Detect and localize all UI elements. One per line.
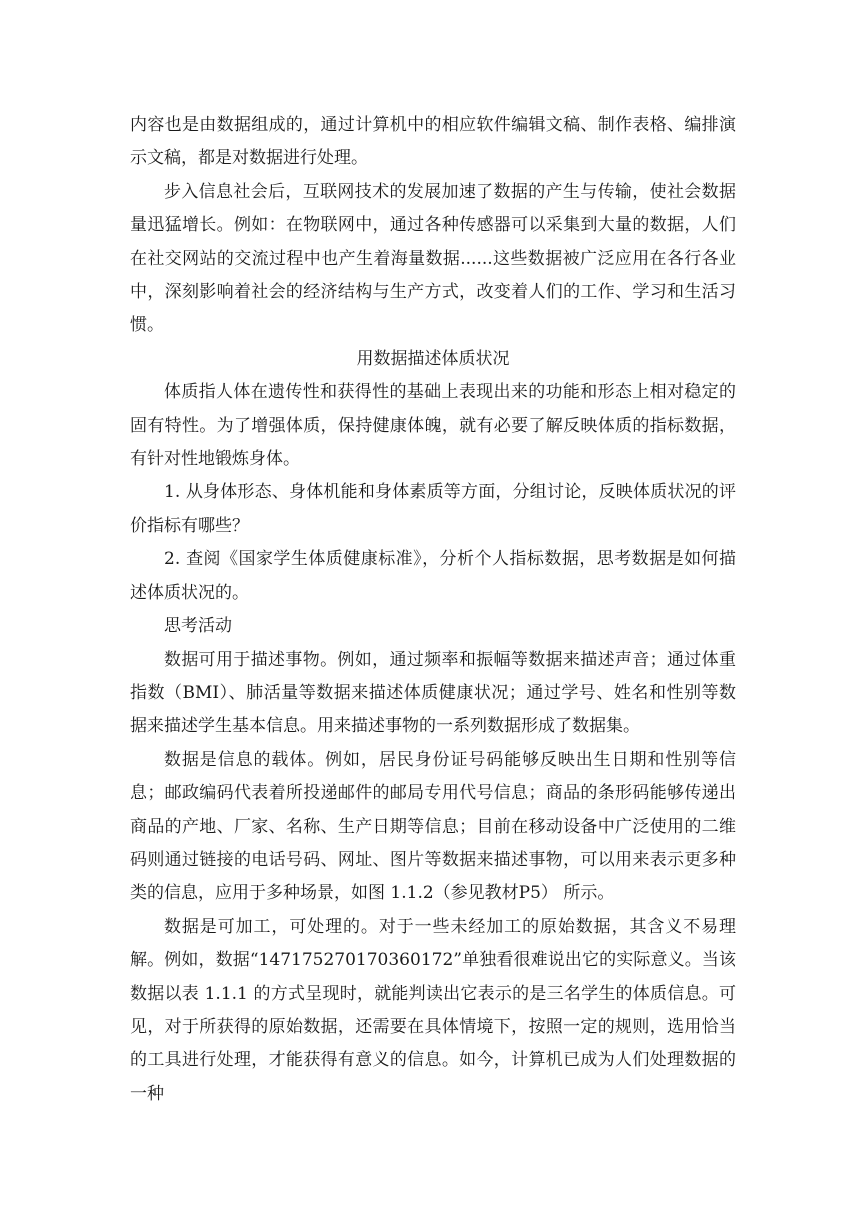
question-1: 1. 从身体形态、身体机能和身体素质等方面，分组讨论，反映体质状况的评价指标有哪些？ (130, 482, 736, 536)
paragraph-data-carrier: 数据是信息的载体。例如，居民身份证号码能够反映出生日期和性别等信息；邮政编码代表着所投递邮件的邮局专用代号信息；商品的条形码能够传递出商品的产地、厂家、名称、生产日期等信息；目前在移动设备中广泛使用的二维码则通过链接的电话号码、网址、图片等数据来描述事物，可以用来表示更多种类的信息，应用于多种场景，如图 1.1.2（参见教材P5） 所示。 (130, 749, 736, 904)
question-2: 2. 查阅《国家学生体质健康标准》，分析个人指标数据，思考数据是如何描述体质状况的。 (130, 549, 736, 603)
activity-label: 思考活动 (164, 616, 232, 637)
paragraph-data-processing: 数据是可加工，可处理的。对于一些未经加工的原始数据，其含义不易理解。例如，数据“147175270170360172”单独看很难说出它的实际意义。当该数据以表 1.1.1 的方式呈现时，就能判读出它表示的是三名学生的体质信息。可见，对于所获得的原始数据，还需要在具体情境下，按照一定的规则，选用恰当的工具进行处理，才能获得有意义的信息。如今，计算机已成为人们处理数据的一种 (130, 916, 736, 1104)
paragraph-physique-definition: 体质指人体在遗传性和获得性的基础上表现出来的功能和形态上相对稳定的固有特性。为了增强体质，保持健康体魄，就有必要了解反映体质的指标数据，有针对性地锻炼身体。 (130, 382, 736, 470)
paragraph-continuation: 内容也是由数据组成的，通过计算机中的相应软件编辑文稿、制作表格、编排演示文稿，都是对数据进行处理。 (130, 115, 736, 169)
paragraph-data-describes: 数据可用于描述事物。例如，通过频率和振幅等数据来描述声音；通过体重指数（BMI）、肺活量等数据来描述体质健康状况；通过学号、姓名和性别等数据来描述学生基本信息。用来描述事物的一系列数据形成了数据集。 (130, 649, 736, 737)
section-heading: 用数据描述体质状况 (356, 348, 510, 369)
paragraph-information-society: 步入信息社会后，互联网技术的发展加速了数据的产生与传输，使社会数据量迅猛增长。例如：在物联网中，通过各种传感器可以采集到大量的数据，人们在社交网站的交流过程中也产生着海量数据......这些数据被广泛应用在各行各业中，深刻影响着社会的经济结构与生产方式，改变着人们的工作、学习和生活习惯。 (130, 181, 736, 336)
document-body (130, 109, 736, 1111)
